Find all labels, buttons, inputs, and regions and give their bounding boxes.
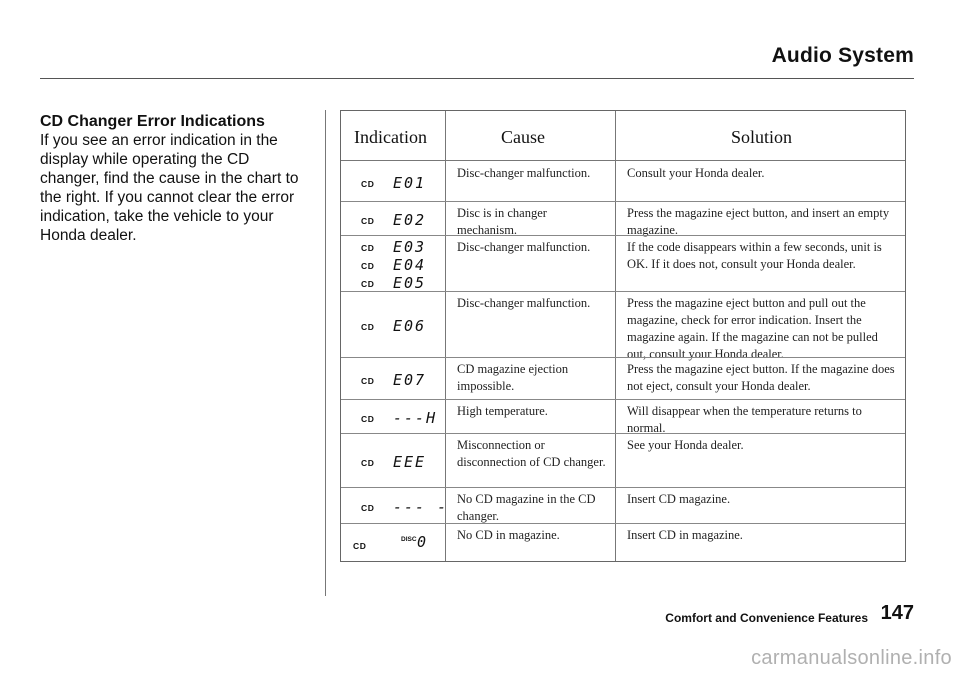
cause-cell: High temperature.: [457, 404, 548, 418]
header-cause: Cause: [501, 127, 545, 147]
cd-label: CD: [361, 376, 375, 386]
indication-cell: [341, 433, 445, 487]
error-code: E06: [393, 317, 427, 335]
cause-cell: Disc-changer malfunction.: [457, 166, 591, 180]
section-title: CD Changer Error Indications: [40, 113, 265, 130]
cd-label: CD: [361, 503, 375, 513]
page-header: [0, 0, 960, 80]
error-code: E07: [393, 371, 427, 389]
table-header: [341, 111, 905, 161]
indication-cell: [341, 161, 445, 201]
disc-label: DISC: [401, 536, 417, 543]
cause-cell: No CD magazine in the CD changer.: [457, 492, 596, 523]
error-code: EEE: [393, 453, 427, 471]
table-row: [341, 433, 905, 487]
page-number: 147: [880, 602, 914, 624]
table-row: [341, 291, 905, 361]
cd-label: CD: [361, 279, 375, 289]
page-footer: [0, 598, 960, 638]
indication-cell: [341, 201, 445, 235]
cause-cell: Disc is in changer mechanism.: [457, 206, 547, 237]
table-row: [341, 487, 905, 523]
cd-label: CD: [361, 261, 375, 271]
error-code: E05: [393, 274, 427, 292]
section-body: If you see an error indication in the display while operating the CD changer, find the cause in the chart to the right. If you cannot clear the error indication, take the vehicle to your Honda dealer.: [40, 132, 299, 244]
solution-cell: Insert CD magazine.: [627, 492, 731, 506]
header-indication: Indication: [354, 127, 427, 147]
error-code: E03: [393, 238, 427, 256]
cause-cell: Misconnection or disconnection of CD changer.: [457, 438, 606, 469]
error-code: --- -: [393, 498, 449, 516]
solution-cell: Press the magazine eject button, and insert an empty magazine.: [627, 206, 890, 237]
solution-cell: Consult your Honda dealer.: [627, 166, 765, 180]
solution-cell: Insert CD in magazine.: [627, 528, 743, 542]
indication-cell: [341, 487, 449, 523]
cause-cell: No CD in magazine.: [457, 528, 560, 542]
error-code: E04: [393, 256, 427, 274]
cd-label: CD: [353, 541, 367, 551]
footer-section-title: Comfort and Convenience Features: [665, 611, 868, 625]
cause-cell: Disc-changer malfunction.: [457, 240, 591, 254]
indication-cell: [341, 399, 445, 433]
cd-label: CD: [361, 322, 375, 332]
error-table: [340, 110, 906, 562]
solution-cell: See your Honda dealer.: [627, 438, 744, 452]
error-code: ---H: [393, 409, 438, 427]
table-row: [341, 523, 905, 563]
header-solution: Solution: [731, 127, 793, 147]
solution-cell: If the code disappears within a few seconds, unit is OK. If it does not, consult your Honda dealer.: [627, 240, 882, 271]
table-row: [341, 201, 905, 235]
indication-cell: [341, 235, 445, 291]
indication-cell: [341, 291, 445, 357]
error-code: E02: [393, 211, 427, 229]
solution-cell: Press the magazine eject button. If the magazine does not eject, consult your Honda dealer.: [627, 362, 895, 393]
cd-label: CD: [361, 179, 375, 189]
indication-cell: [341, 523, 445, 563]
cd-label: CD: [361, 414, 375, 424]
header-divider: [40, 78, 914, 79]
cause-cell: Disc-changer malfunction.: [457, 296, 591, 310]
cause-cell: CD magazine ejection impossible.: [457, 362, 569, 393]
column-divider: [325, 110, 326, 596]
solution-cell: Press the magazine eject button and pull out the magazine, check for error indication. Insert the magazine again. If the magazine can not be pulled out, consult your Honda dealer.: [627, 296, 878, 361]
watermark: carmanualsonline.info: [751, 647, 952, 669]
error-code: E01: [393, 174, 427, 192]
cd-label: CD: [361, 216, 375, 226]
cd-label: CD: [361, 243, 375, 253]
error-code: 0: [417, 533, 427, 551]
table-row: [341, 161, 905, 201]
table-row: [341, 357, 905, 399]
table-row: [341, 235, 905, 291]
solution-cell: Will disappear when the temperature returns to normal.: [627, 404, 862, 435]
page-title: Audio System: [771, 44, 914, 67]
table-row: [341, 399, 905, 433]
intro-section: [40, 112, 310, 245]
indication-cell: [341, 357, 445, 399]
cd-label: CD: [361, 458, 375, 468]
